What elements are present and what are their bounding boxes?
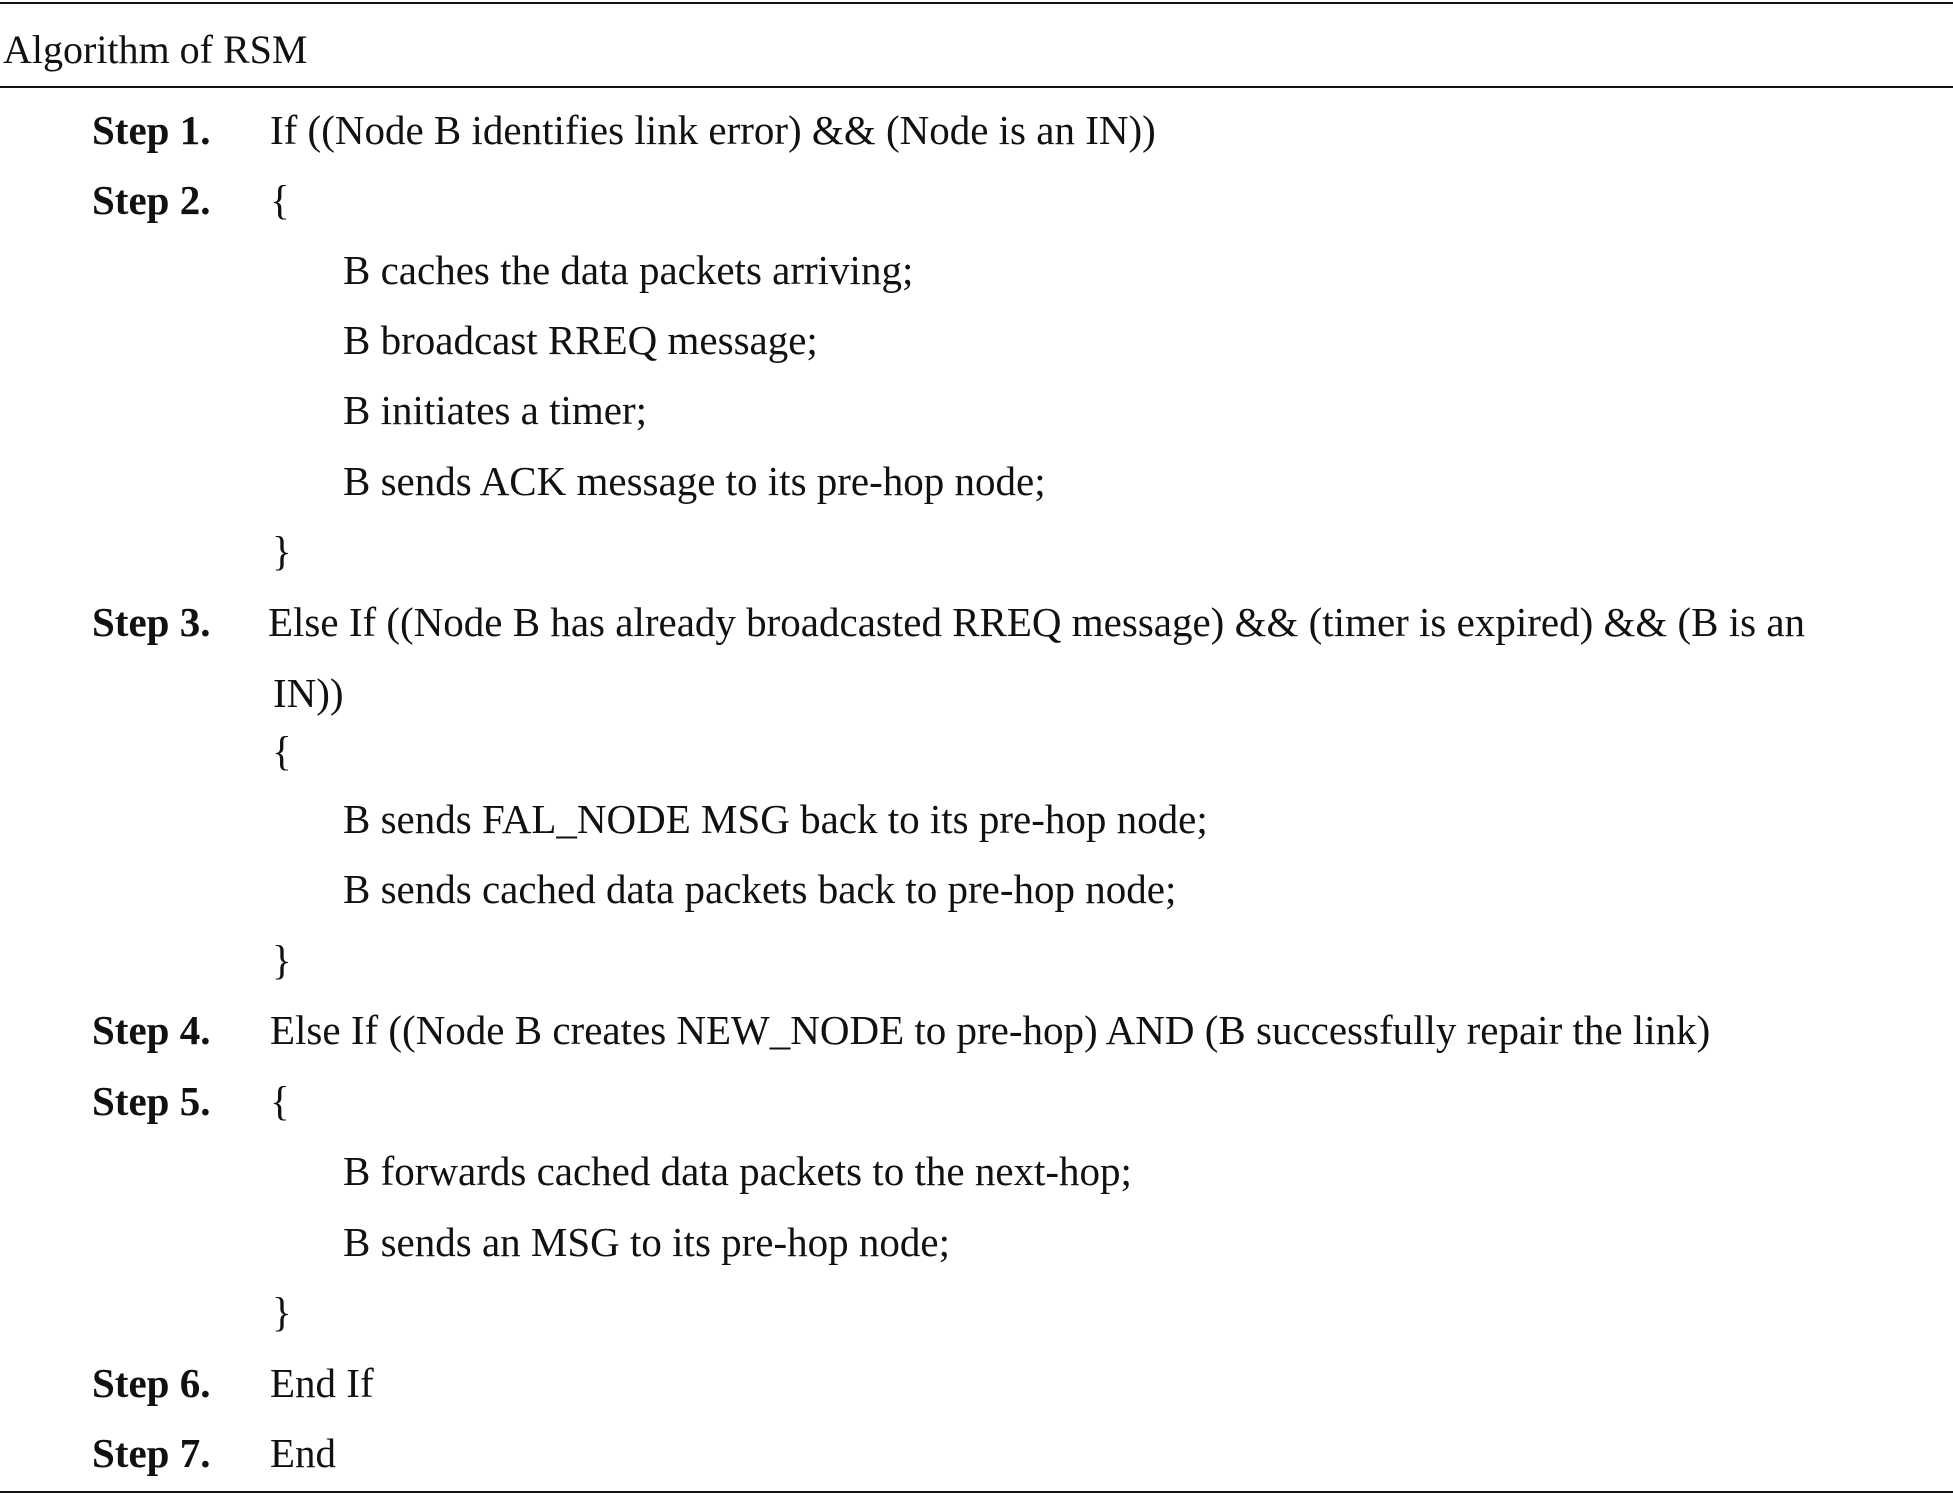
code-line: B sends cached data packets back to pre-hop node; <box>343 866 1177 912</box>
close-brace: } <box>272 1289 292 1335</box>
caption-rule <box>0 86 1953 88</box>
step-6-code: End If <box>270 1360 374 1406</box>
code-line: B broadcast RREQ message; <box>343 317 818 363</box>
close-brace: } <box>272 528 292 574</box>
step-2-label: Step 2. <box>92 177 211 223</box>
code-line: B initiates a timer; <box>343 387 648 433</box>
step-1-label: Step 1. <box>92 107 211 153</box>
step-7-label: Step 7. <box>92 1430 211 1476</box>
top-rule <box>0 2 1953 4</box>
step-4-label: Step 4. <box>92 1007 211 1053</box>
step-7-code: End <box>270 1430 337 1476</box>
step-3-code: Else If ((Node B has already broadcasted RREQ message) && (timer is expired) && (B is an <box>268 599 1806 645</box>
open-brace: { <box>272 728 292 774</box>
step-6-label: Step 6. <box>92 1360 211 1406</box>
step-1-code: If ((Node B identifies link error) && (Node is an IN)) <box>270 107 1156 153</box>
step-3-code-continued: IN)) <box>273 670 344 716</box>
step-5-code: { <box>270 1078 290 1124</box>
code-line: B sends FAL_NODE MSG back to its pre-hop node; <box>343 796 1208 842</box>
step-2-code: { <box>270 177 290 223</box>
bottom-rule <box>0 1491 1953 1493</box>
code-line: B caches the data packets arriving; <box>343 247 914 293</box>
code-line: B sends ACK message to its pre-hop node; <box>343 458 1046 504</box>
code-line: B forwards cached data packets to the next-hop; <box>343 1148 1132 1194</box>
step-3-label: Step 3. <box>92 599 211 645</box>
close-brace: } <box>272 937 292 983</box>
step-5-label: Step 5. <box>92 1078 211 1124</box>
code-line: B sends an MSG to its pre-hop node; <box>343 1219 950 1265</box>
algorithm-caption: Algorithm of RSM <box>3 27 308 72</box>
step-4-code: Else If ((Node B creates NEW_NODE to pre-hop) AND (B successfully repair the link) <box>270 1007 1711 1053</box>
